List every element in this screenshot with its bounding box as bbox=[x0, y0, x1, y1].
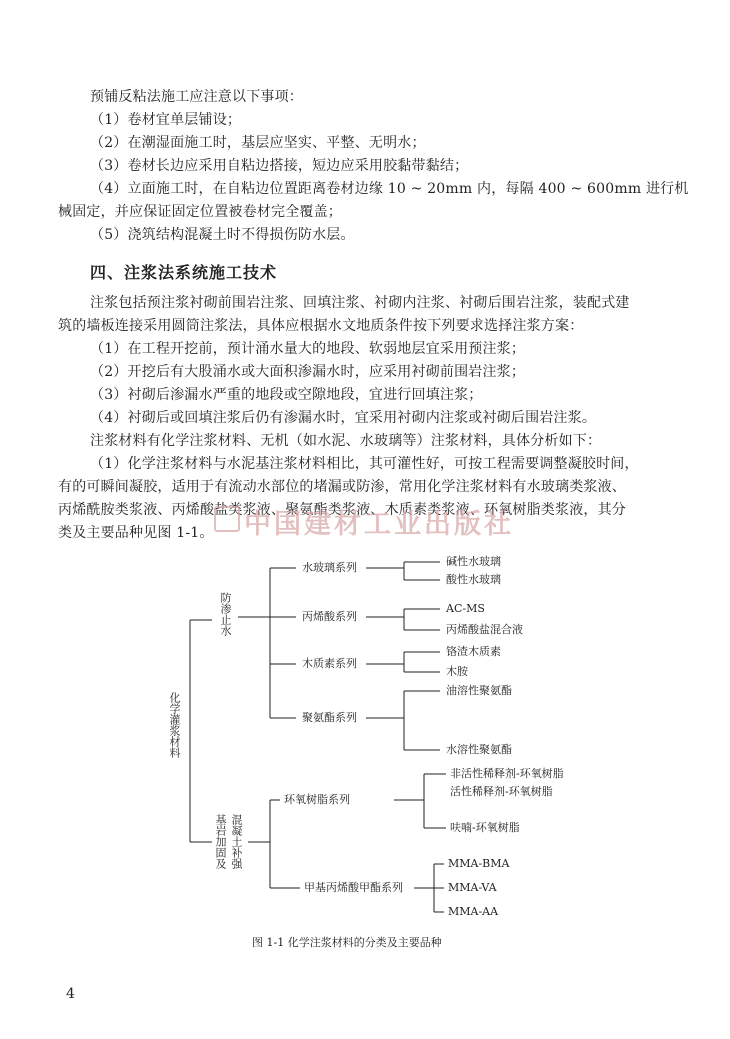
text-line: （4）立面施工时，在自粘边位置距离卷材边缘 10 ~ 20mm 内，每隔 400 ~ 600mm 进行机 bbox=[90, 181, 689, 197]
diagram-item: MMA-AA bbox=[448, 905, 499, 918]
text-line: （2）开挖后有大股涌水或大面积渗漏水时，应采用衬砌前围岩注浆； bbox=[90, 364, 526, 380]
diagram-item: 碱性水玻璃 bbox=[446, 555, 501, 568]
diagram-item: AC-MS bbox=[446, 602, 485, 615]
text-line: （1）在工程开挖前，预计涌水量大的地段、软弱地层宜采用预注浆； bbox=[90, 341, 526, 357]
diagram-group-label: 防渗止水 bbox=[219, 592, 232, 636]
text-line: 注浆包括预注浆衬砌前围岩注浆、回填注浆、衬砌内注浆、衬砌后围岩注浆，装配式建 bbox=[90, 295, 630, 311]
text-line: 丙烯酰胺类浆液、丙烯酸盐类浆液、聚氨酯类浆液、木质素类浆液、环氧树脂类浆液，其分 bbox=[58, 502, 626, 518]
diagram-root-label: 化学灌浆材料 bbox=[168, 692, 181, 758]
diagram-category: 聚氨酯系列 bbox=[302, 711, 357, 724]
diagram-item: 酸性水玻璃 bbox=[446, 573, 501, 586]
watermark: 中国建材工业出版社 bbox=[244, 509, 514, 540]
text-line: 预铺反粘法施工应注意以下事项： bbox=[90, 89, 303, 105]
section-heading: 四、注浆法系统施工技术 bbox=[90, 263, 278, 282]
text-line: （3）衬砌后渗漏水严重的地段或空隙地段，宜进行回填注浆； bbox=[90, 387, 483, 403]
diagram-item: 呋喃-环氧树脂 bbox=[450, 821, 520, 834]
text-line: 筑的墙板连接采用圆筒注浆法，具体应根据水文地质条件按下列要求选择注浆方案： bbox=[58, 318, 584, 334]
page-number: 4 bbox=[66, 986, 75, 1002]
diagram-item: 丙烯酸盐混合液 bbox=[446, 623, 523, 636]
diagram-category: 木质素系列 bbox=[302, 657, 357, 670]
figure-caption: 图 1-1 化学注浆材料的分类及主要品种 bbox=[252, 936, 442, 949]
text-line: 类及主要品种见图 1-1。 bbox=[58, 525, 214, 541]
text-line: （1）化学注浆材料与水泥基注浆材料相比，其可灌性好，可按工程需要调整凝胶时间， bbox=[90, 456, 639, 472]
diagram-item: 铬渣木质素 bbox=[446, 645, 501, 658]
text-line: （5）浇筑结构混凝土时不得损伤防水层。 bbox=[90, 227, 355, 243]
diagram-item: MMA-BMA bbox=[448, 857, 510, 870]
diagram-item: MMA-VA bbox=[448, 881, 497, 894]
diagram-category: 甲基丙烯酸甲酯系列 bbox=[304, 881, 403, 894]
diagram-category: 环氧树脂系列 bbox=[284, 793, 350, 806]
diagram-item: 木胺 bbox=[446, 665, 468, 678]
diagram-category: 丙烯酸系列 bbox=[302, 610, 357, 623]
text-line: （1）卷材宜单层铺设； bbox=[90, 112, 242, 128]
diagram-item: 油溶性聚氨酯 bbox=[446, 684, 512, 697]
diagram-category: 水玻璃系列 bbox=[302, 561, 357, 574]
diagram-item: 活性稀释剂-环氧树脂 bbox=[450, 785, 553, 798]
text-line: 有的可瞬间凝胶，适用于有流动水部位的堵漏或防渗，常用化学注浆材料有水玻璃类浆液、 bbox=[58, 479, 626, 495]
text-line: （2）在潮湿面施工时，基层应坚实、平整、无明水； bbox=[90, 135, 426, 151]
text-line: （4）衬砌后或回填注浆后仍有渗漏水时，宜采用衬砌内注浆或衬砌后围岩注浆。 bbox=[90, 410, 597, 426]
text-line: 械固定，并应保证固定位置被卷材完全覆盖； bbox=[58, 204, 342, 220]
diagram-group-label: 基岩加固及 bbox=[214, 814, 227, 869]
text-line: 注浆材料有化学注浆材料、无机（如水泥、水玻璃等）注浆材料，具体分析如下： bbox=[90, 433, 602, 449]
diagram-item: 非活性稀释剂-环氧树脂 bbox=[450, 767, 564, 780]
diagram-group-label: 混凝土补强 bbox=[230, 814, 243, 869]
text-line: （3）卷材长边应采用自粘边搭接，短边应采用胶黏带黏结； bbox=[90, 158, 469, 174]
diagram-item: 水溶性聚氨酯 bbox=[446, 743, 512, 756]
